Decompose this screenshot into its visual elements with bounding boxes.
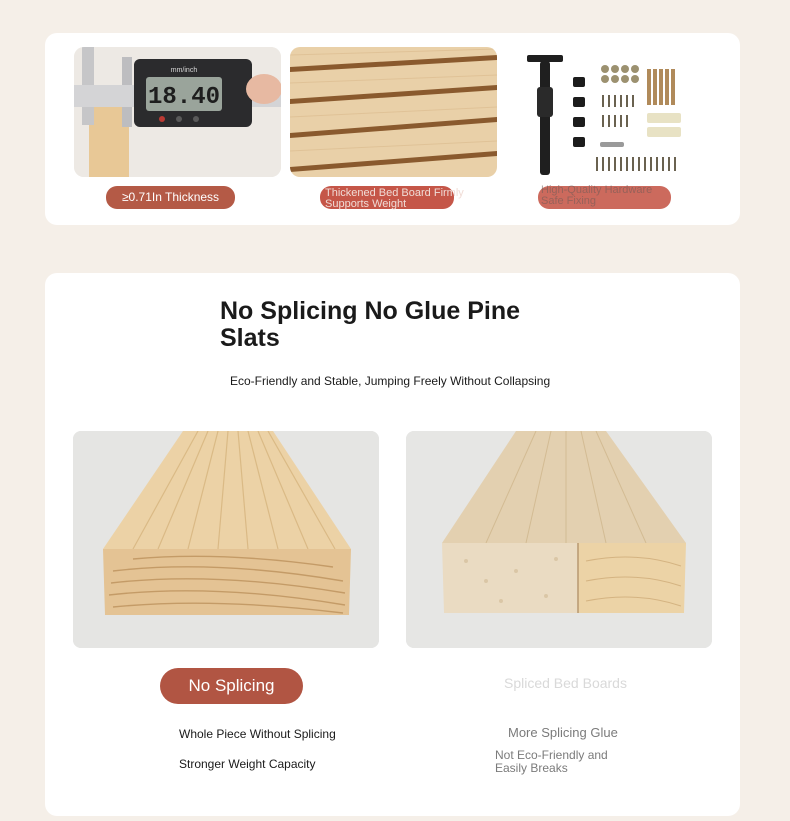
caliper-readout: 18.40 — [147, 84, 221, 111]
left-point-1: Whole Piece Without Splicing — [179, 727, 336, 741]
spliced-boards-badge: Spliced Bed Boards — [504, 675, 627, 691]
section-title: No Splicing No Glue Pine Slats — [220, 297, 521, 352]
bed-board-photo — [290, 47, 497, 177]
pine-slats-card — [45, 273, 740, 816]
left-point-2: Stronger Weight Capacity — [179, 757, 316, 771]
spliced-board-photo — [406, 431, 712, 648]
section-subtitle: Eco-Friendly and Stable, Jumping Freely Without Collapsing — [230, 374, 551, 388]
thickness-badge-label: ≥0.71In Thickness — [121, 190, 220, 204]
hardware-badge-label: High-Quality Hardware Safe Fixing — [541, 184, 653, 207]
feature-strip-card — [45, 33, 740, 225]
bed-board-badge-label: Thickened Bed Board Firmly Supports Weight — [325, 187, 464, 210]
right-point-2: Not Eco-Friendly and Easily Breaks — [495, 748, 608, 775]
thickness-badge — [106, 186, 235, 209]
hardware-kit-photo — [515, 47, 715, 182]
caliper-unit: mm/inch — [170, 67, 198, 74]
whole-board-photo — [73, 431, 379, 648]
caliper-photo — [74, 47, 281, 177]
right-point-1: More Splicing Glue — [508, 725, 618, 740]
no-splicing-badge: No Splicing — [160, 668, 303, 704]
